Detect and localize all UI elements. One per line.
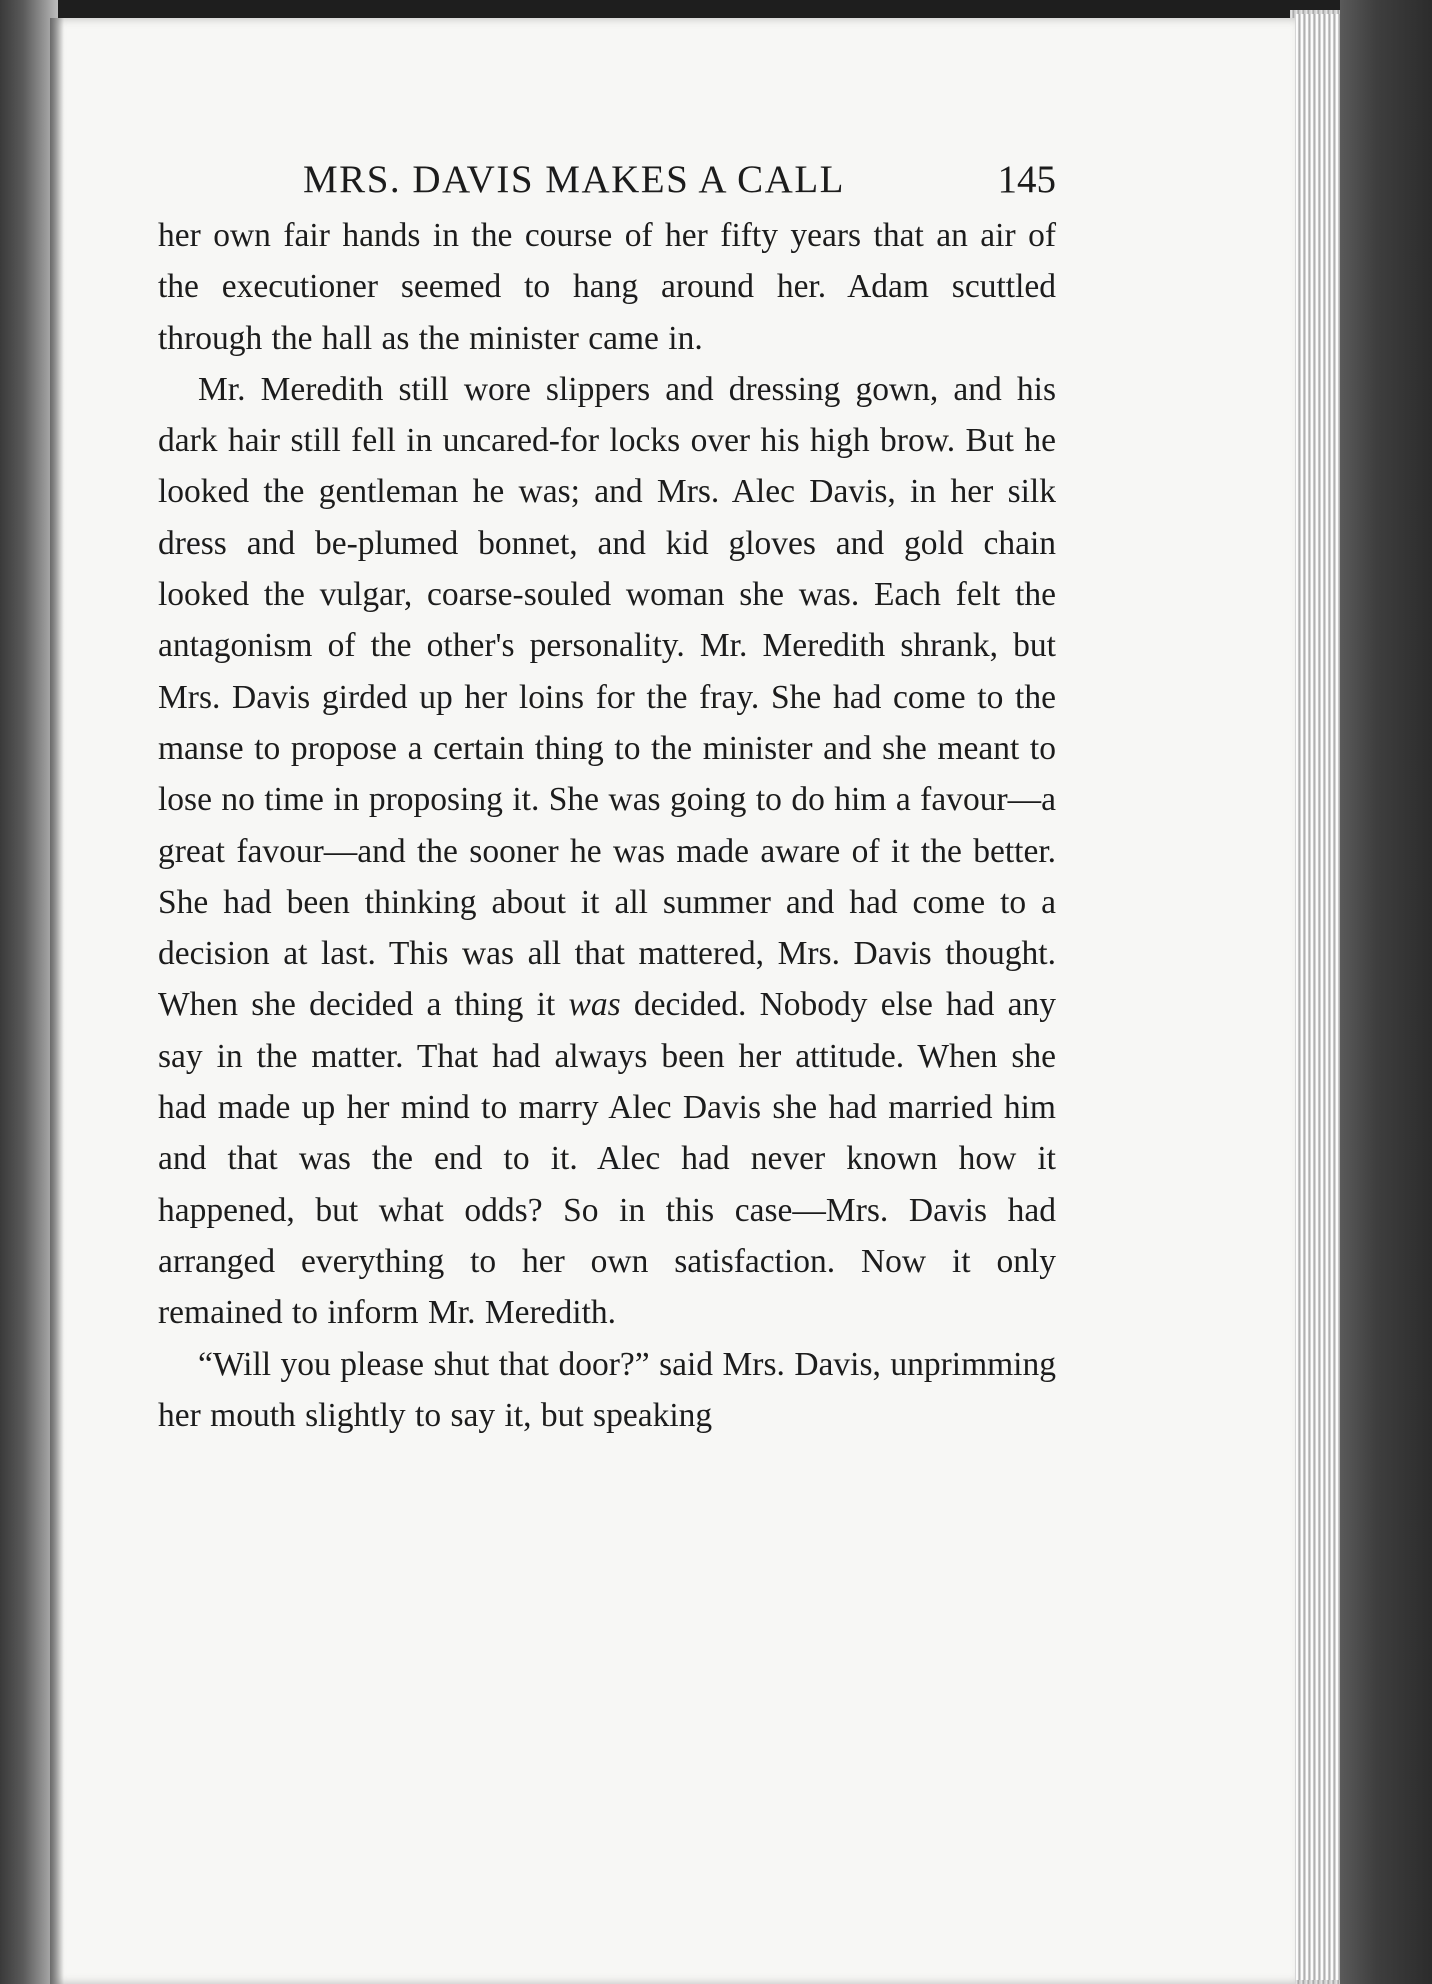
paragraph-dialogue: “Will you please shut that door?” said Mrs. Davis, unprimming her mouth slightly to say it, but speaking xyxy=(158,1345,1056,1434)
emphasized-word: was xyxy=(568,986,621,1024)
paragraph-text-after-emphasis: decided. Nobody else had any say in the matter. That had always been her attitude. When she had made up her mind to marry Alec Davis she had married him and that was the end to it. Alec had never known how it happened, but what odds? So in this case—Mrs. Davis had arranged everything to her own satisfaction. Now it only remained to inform Mr. Meredith. xyxy=(158,986,1056,1332)
paragraph-continuation: her own fair hands in the course of her fifty years that an air of the executioner seemed to hang around her. Adam scuttled through the hall as the minister came in. xyxy=(158,217,1056,357)
body-text xyxy=(158,210,1056,1441)
gutter-shadow xyxy=(50,18,64,1984)
book-cover-edge xyxy=(1340,0,1432,1984)
page-text-block xyxy=(158,150,1056,1441)
paragraph-text: Mr. Meredith still wore slippers and dressing gown, and his dark hair still fell in uncared-for locks over his high brow. But he looked the gentleman he was; and Mrs. Alec Davis, in her silk dress and be-plumed bonnet, and kid gloves and gold chain looked the vulgar, coarse-souled woman she was. Each felt the antagonism of the other's personality. Mr. Meredith shrank, but Mrs. Davis girded up her loins for the fray. She had come to the manse to propose a certain thing to the minister and she meant to lose no time in proposing it. She was going to do him a favour—a great favour—and the sooner he was made aware of it the better. She had been thinking about it all summer and had come to a decision at last. This was all that mattered, Mrs. Davis thought. When she decided a thing it xyxy=(158,370,1056,1024)
running-head xyxy=(158,150,1056,210)
page-stack-lines xyxy=(1296,14,1340,1980)
paragraph-meredith-and-davis xyxy=(158,364,1056,1339)
page-number: 145 xyxy=(997,158,1056,201)
running-head-title: MRS. DAVIS MAKES A CALL xyxy=(303,158,845,201)
